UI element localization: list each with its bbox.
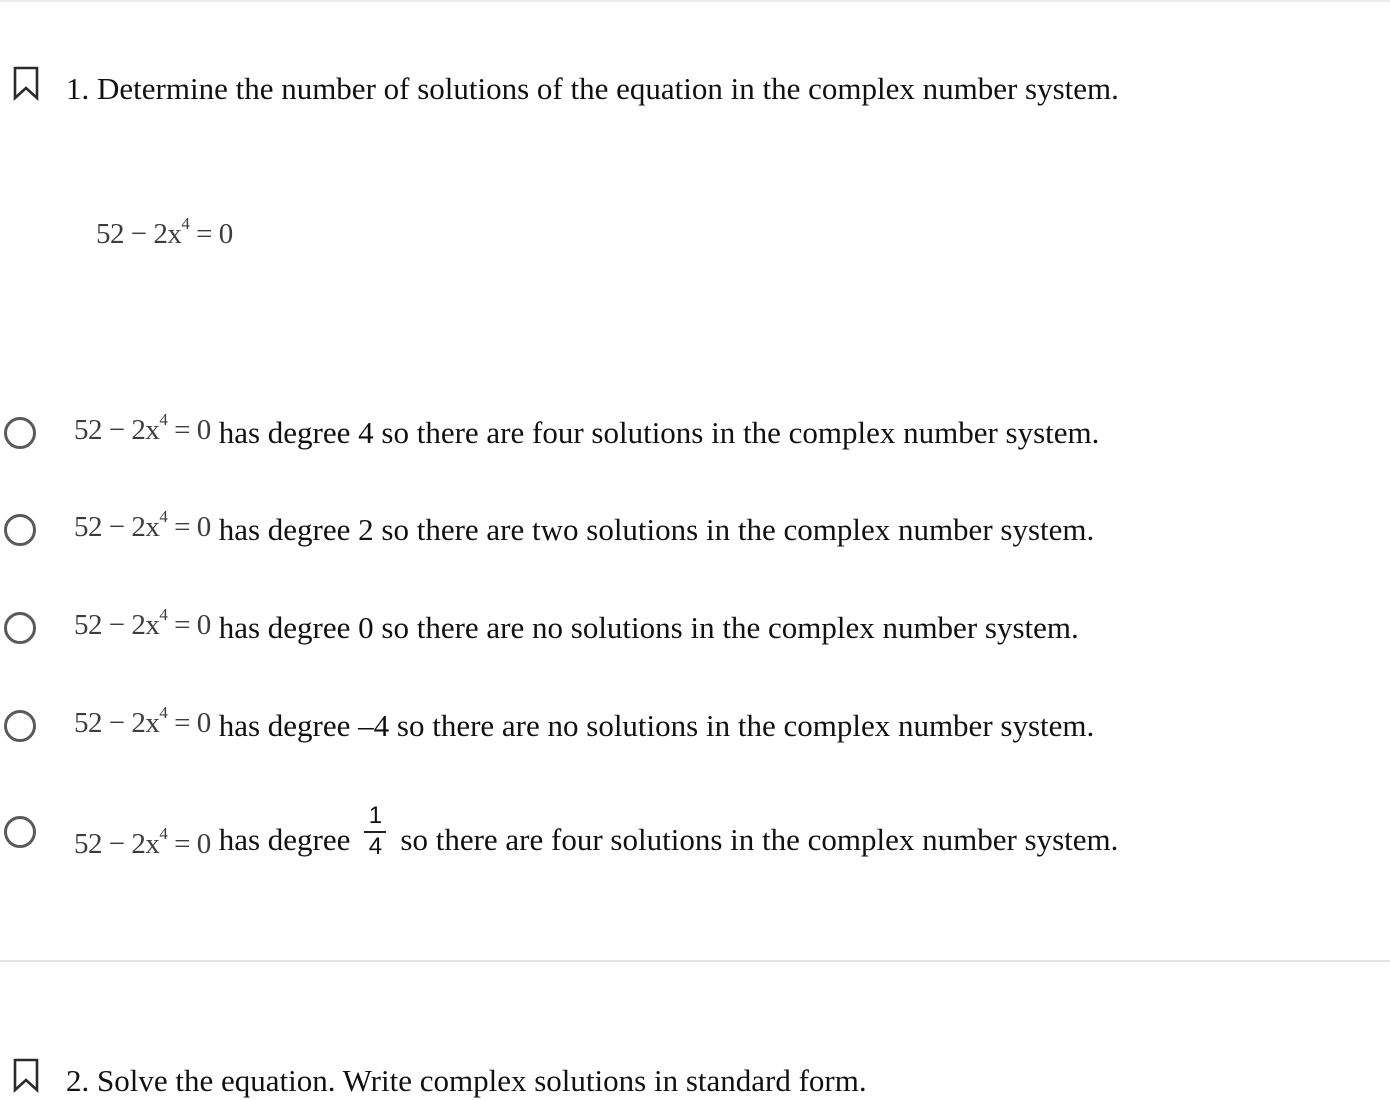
option-equation-rhs: = 0 (167, 609, 211, 641)
answer-option-5[interactable] (4, 800, 1118, 870)
radio-unselected-icon[interactable] (4, 612, 36, 644)
option-equation-rhs: = 0 (167, 828, 211, 860)
fraction (364, 803, 386, 860)
option-text: has degree 4 so there are four solutions in the complex number system. (218, 415, 1100, 450)
equation-lhs: 52 − 2x (96, 218, 182, 250)
option-equation (74, 826, 211, 862)
fraction-numerator: 1 (368, 801, 383, 829)
equation-rhs: = 0 (189, 218, 233, 250)
fraction-denominator: 4 (368, 832, 383, 860)
option-equation-lhs: 52 − 2x (74, 707, 160, 739)
option-equation (74, 607, 211, 643)
option-equation-lhs: 52 − 2x (74, 828, 160, 860)
option-equation-exponent: 4 (159, 824, 168, 844)
equation-exponent: 4 (181, 214, 190, 234)
option-equation-rhs: = 0 (167, 707, 211, 739)
equation (96, 216, 233, 252)
option-equation-exponent: 4 (159, 410, 168, 430)
answer-option-4[interactable] (4, 703, 1094, 749)
option-equation-exponent: 4 (159, 703, 168, 723)
radio-unselected-icon[interactable] (4, 816, 36, 848)
radio-unselected-icon[interactable] (4, 514, 36, 546)
option-text-suffix: so there are four solutions in the complex number system. (400, 822, 1119, 857)
answer-option-2[interactable] (4, 507, 1094, 553)
top-divider (0, 0, 1390, 2)
answer-option-1[interactable] (4, 410, 1099, 456)
option-equation-exponent: 4 (159, 605, 168, 625)
radio-unselected-icon[interactable] (4, 417, 36, 449)
bookmark-icon[interactable] (12, 1058, 40, 1092)
option-equation-lhs: 52 − 2x (74, 511, 160, 543)
bookmark-icon[interactable] (12, 66, 40, 100)
option-text-prefix: has degree (218, 822, 351, 857)
question-number: 1. (66, 71, 90, 106)
option-equation-rhs: = 0 (167, 511, 211, 543)
option-equation (74, 705, 211, 741)
question-equation (96, 216, 233, 252)
option-text: has degree –4 so there are no solutions in the complex number system. (218, 708, 1095, 743)
option-text: has degree 2 so there are two solutions in the complex number system. (218, 512, 1095, 547)
question-prompt-text: Determine the number of solutions of the equation in the complex number system. (97, 71, 1119, 106)
radio-unselected-icon[interactable] (4, 710, 36, 742)
question-prompt (66, 70, 1119, 108)
answer-option-3[interactable] (4, 605, 1079, 651)
next-question-prompt: 2. Solve the equation. Write complex solutions in standard form. (66, 1063, 867, 1098)
question-divider (0, 960, 1390, 962)
option-text: has degree 0 so there are no solutions in the complex number system. (218, 610, 1079, 645)
option-equation-lhs: 52 − 2x (74, 609, 160, 641)
option-equation-exponent: 4 (159, 507, 168, 527)
option-equation-lhs: 52 − 2x (74, 414, 160, 446)
option-equation-rhs: = 0 (167, 414, 211, 446)
option-equation (74, 509, 211, 545)
option-equation (74, 412, 211, 448)
